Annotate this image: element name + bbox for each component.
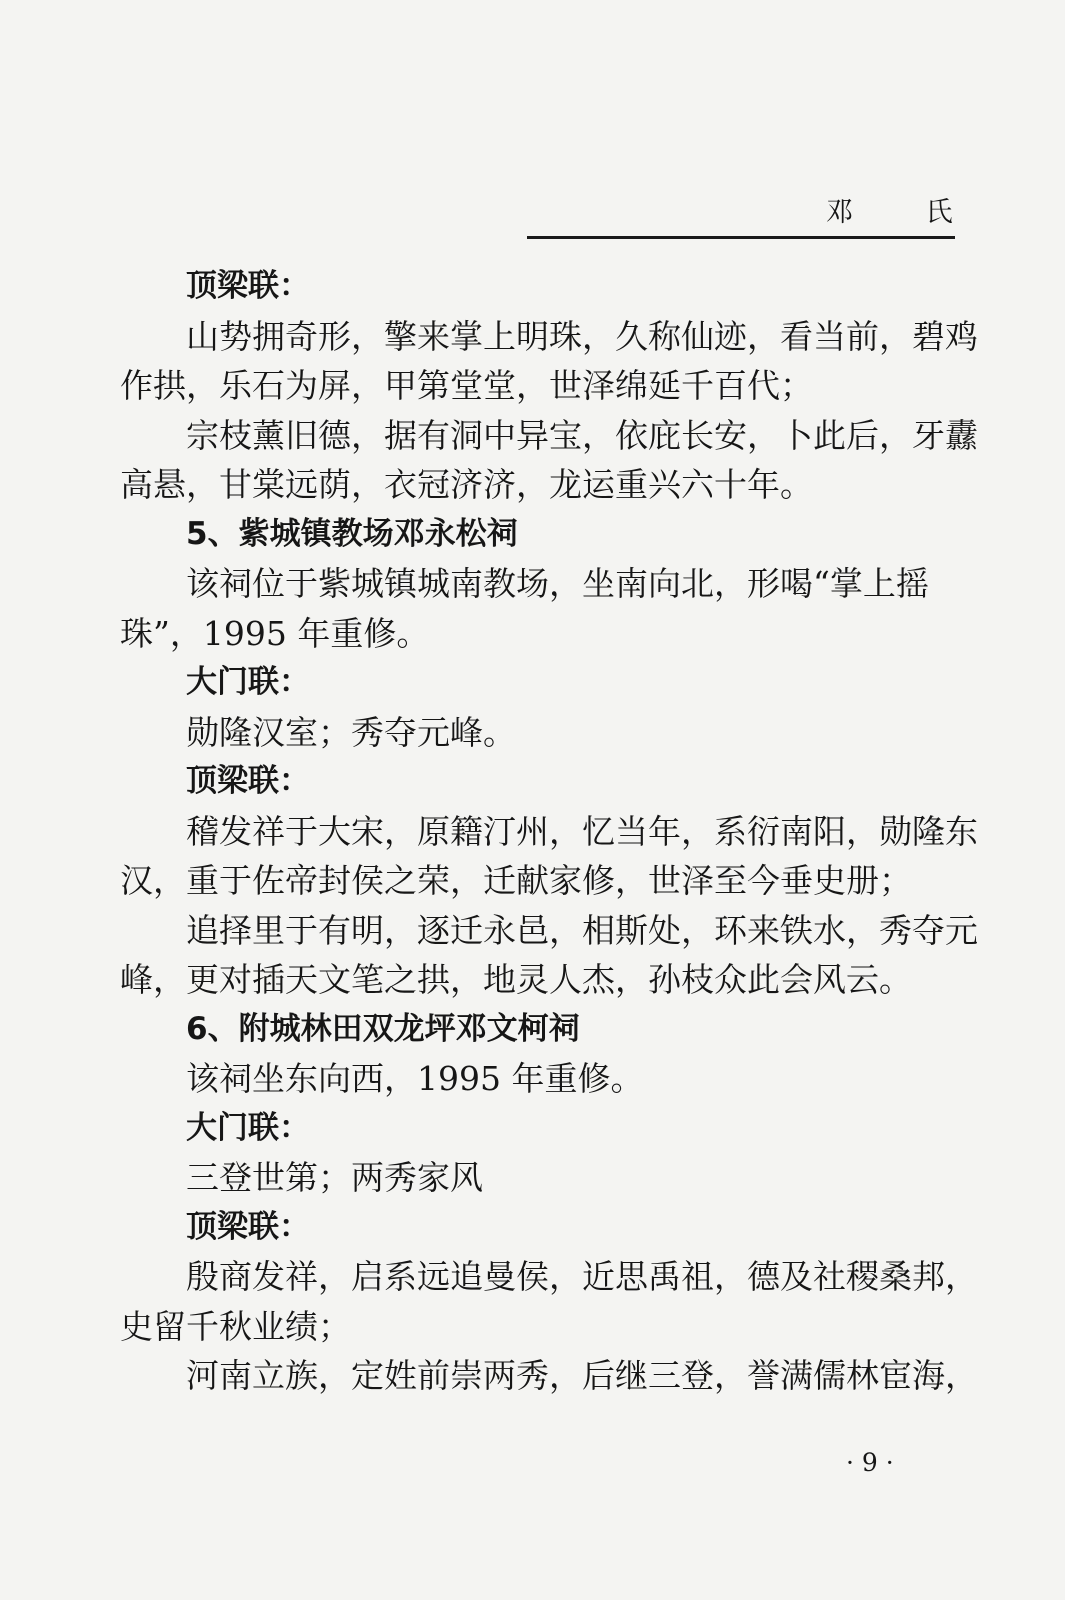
header-rule <box>527 236 955 239</box>
section-heading: 5、紫城镇教场邓永松祠 <box>186 515 518 552</box>
text-line: 该祠位于紫城镇城南教场，坐南向北，形喝“掌上摇 <box>186 564 929 603</box>
text-line: 峰，更对插天文笔之拱，地灵人杰，孙枝众此会风云。 <box>120 960 912 999</box>
text-line: 作拱，乐石为屏，甲第堂堂，世泽绵延千百代； <box>120 366 813 405</box>
page-number: · 9 · <box>846 1448 894 1477</box>
text-line: 汉，重于佐帝封侯之荣，迁献家修，世泽至今垂史册； <box>120 861 912 900</box>
text-line: 殷商发祥，启系远追曼侯，近思禹祖，德及社稷桑邦， <box>186 1257 978 1296</box>
section-heading: 顶梁联： <box>186 763 310 799</box>
text-line: 稽发祥于大宋，原籍汀州，忆当年，系衍南阳，勋隆东 <box>186 811 978 851</box>
section-heading: 6、附城林田双龙坪邓文柯祠 <box>186 1010 580 1047</box>
section-heading: 顶梁联： <box>186 1208 310 1245</box>
page-body <box>120 262 978 1401</box>
text-line: 高悬，甘棠远荫，衣冠济济，龙运重兴六十年。 <box>120 465 813 504</box>
text-line: 追择里于有明，逐迁永邑，相斯处，环来铁水，秀夺元 <box>186 910 978 950</box>
section-heading: 大门联： <box>186 664 310 700</box>
text-line: 珠”，1995 年重修。 <box>120 613 430 653</box>
running-header: 邓 氏 <box>826 197 985 228</box>
section-heading: 顶梁联： <box>186 268 310 304</box>
text-line: 宗枝薰旧德，据有洞中异宝，依庇长安，卜此后，牙纛 <box>186 415 978 455</box>
section-heading: 大门联： <box>186 1109 310 1146</box>
text-line: 河南立族，定姓前崇两秀，后继三登，誉满儒林宦海， <box>186 1356 978 1395</box>
text-line: 山势拥奇形，擎来掌上明珠，久称仙迹，看当前，碧鸡 <box>186 316 978 356</box>
text-line: 勋隆汉室；秀夺元峰。 <box>186 712 516 752</box>
text-line: 史留千秋业绩； <box>120 1306 351 1346</box>
text-line: 该祠坐东向西，1995 年重修。 <box>186 1059 644 1098</box>
text-line: 三登世第；两秀家风 <box>186 1158 483 1197</box>
